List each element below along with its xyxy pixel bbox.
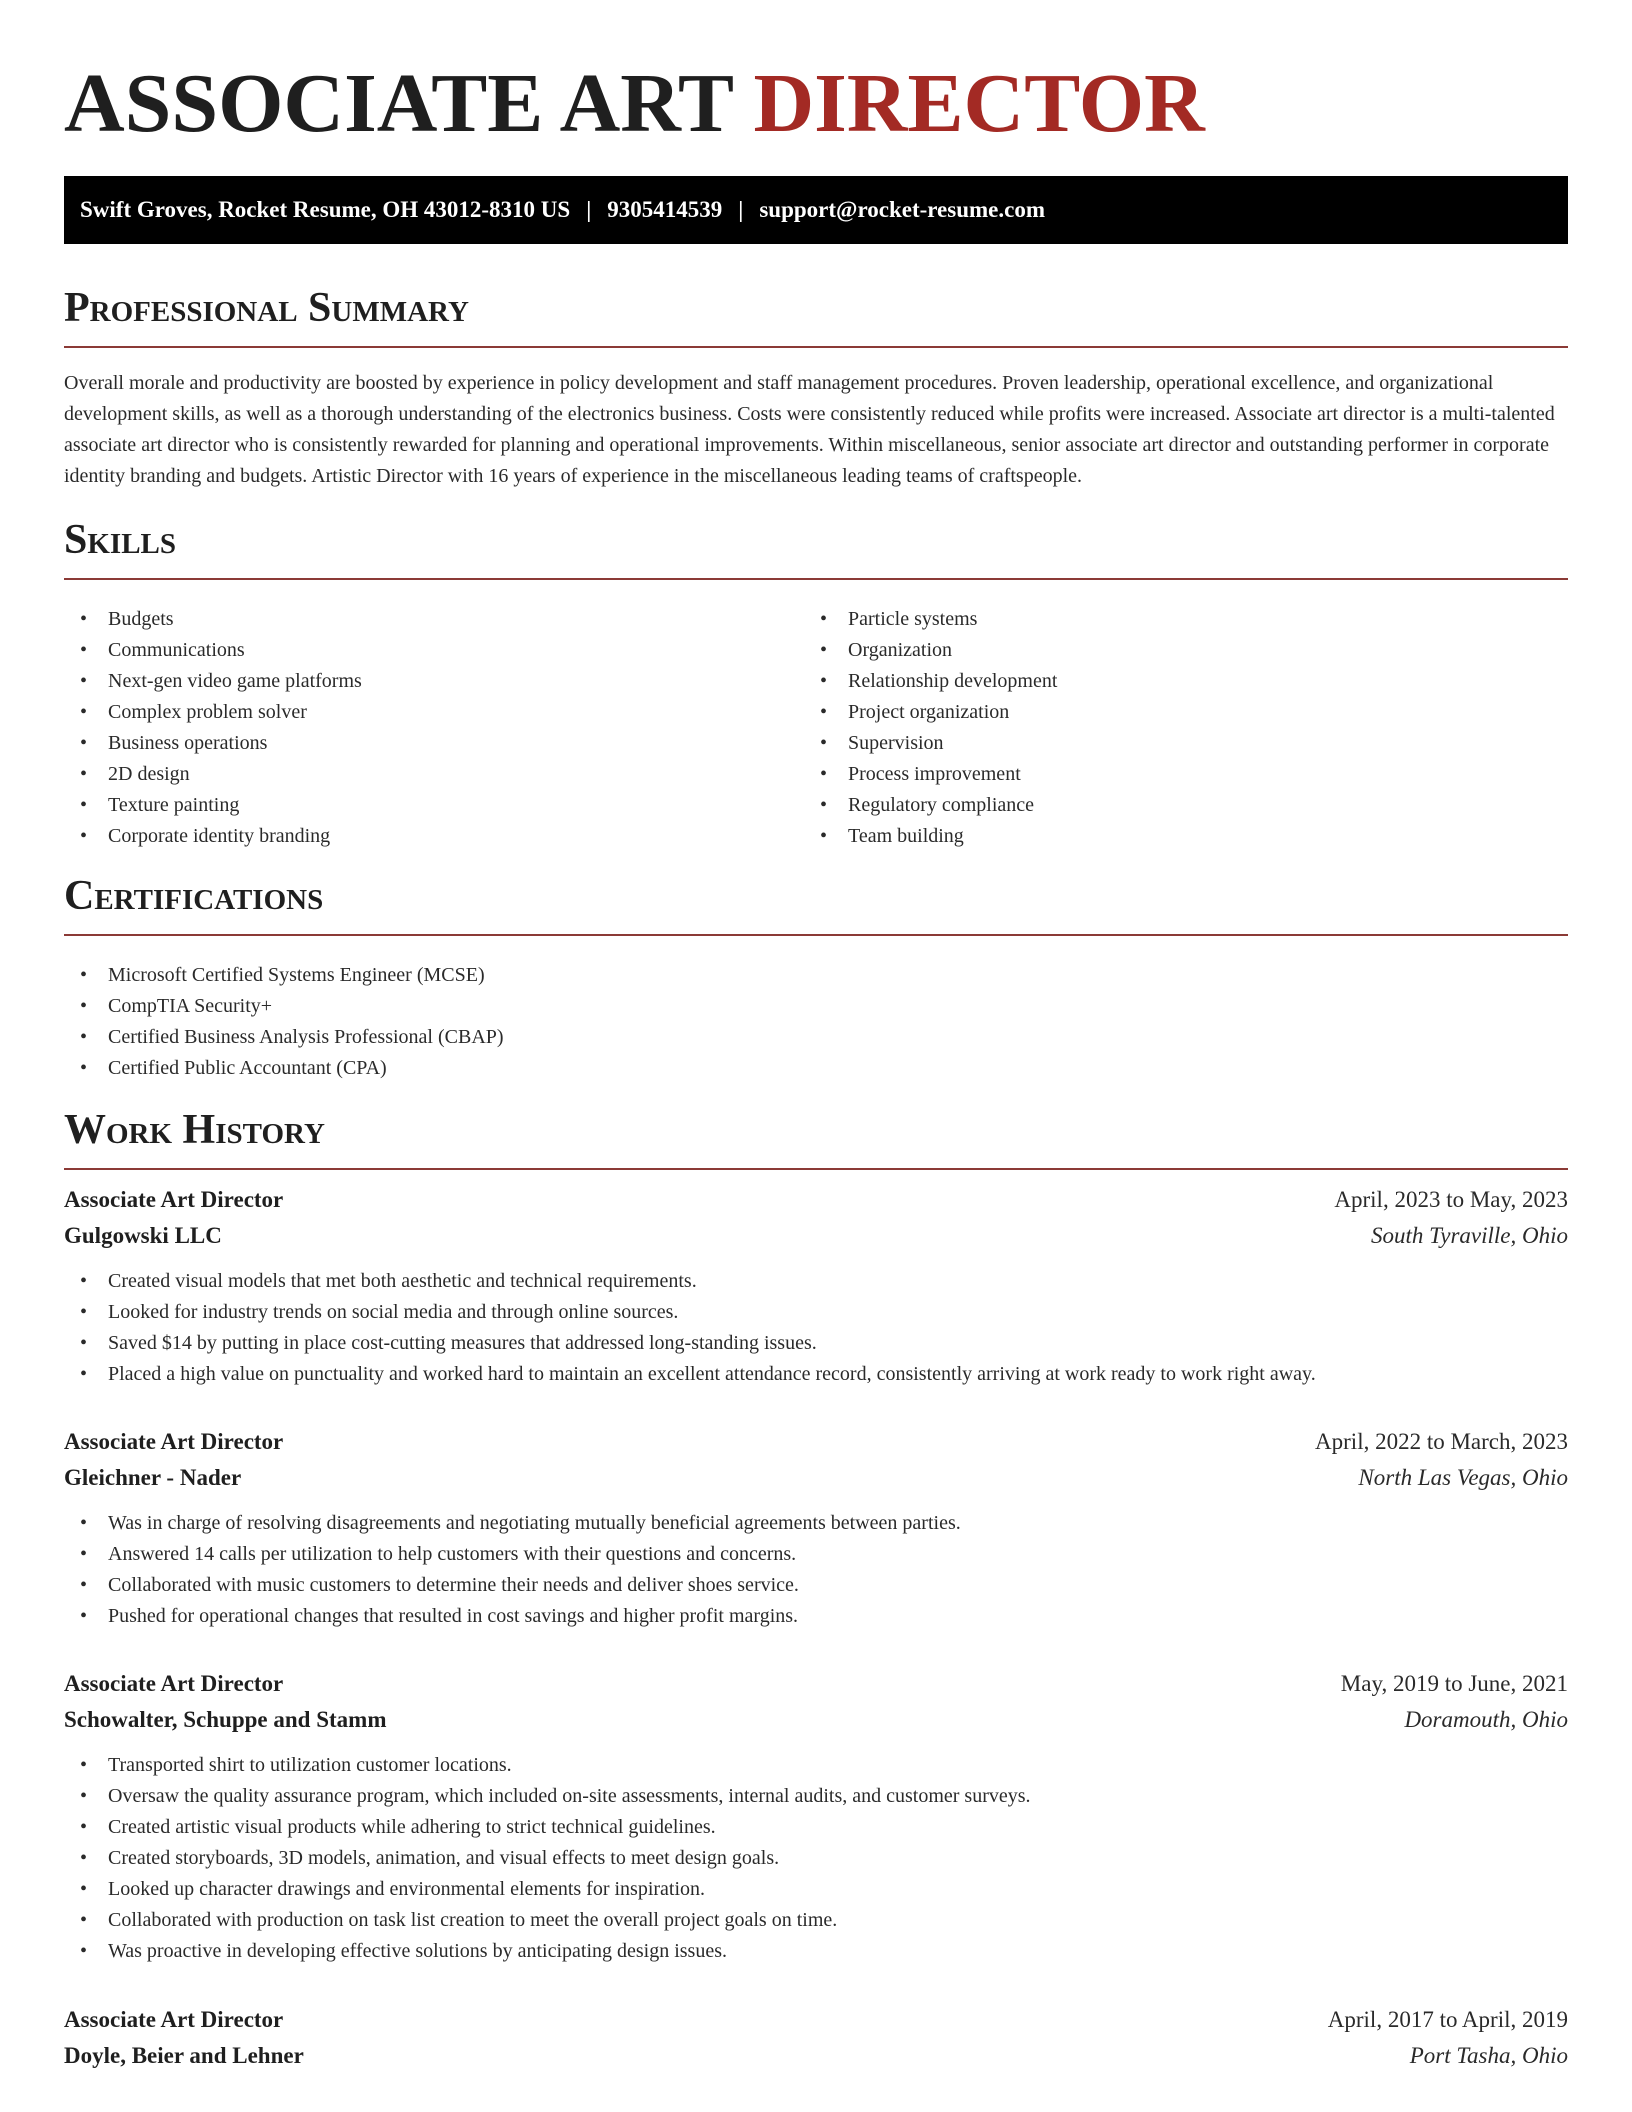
skill-item: • Complex problem solver (64, 697, 804, 728)
job-bullet: • Collaborated with music customers to determine their needs and deliver shoes service. (64, 1570, 1568, 1601)
job-bullet: • Was proactive in developing effective solutions by anticipating design issues. (64, 1936, 1568, 1967)
contact-phone[interactable]: 9305414539 (607, 197, 723, 222)
skill-item: • Corporate identity branding (64, 821, 804, 852)
certification-item: • Certified Public Accountant (CPA) (64, 1053, 1568, 1084)
job-title: Associate Art Director (64, 1671, 284, 1696)
job-entry (64, 1666, 1568, 1967)
skill-item: • Team building (804, 821, 1544, 852)
skill-item: • Project organization (804, 697, 1544, 728)
skills-list-right (804, 604, 1544, 852)
contact-bar (64, 176, 1568, 244)
job-bullet: • Pushed for operational changes that resulted in cost savings and higher profit margins. (64, 1601, 1568, 1632)
job-location: Doramouth, Ohio (1404, 1707, 1568, 1732)
skill-item: • Business operations (64, 728, 804, 759)
skill-item: • 2D design (64, 759, 804, 790)
job-company: Gleichner - Nader (64, 1465, 242, 1490)
job-dates: April, 2022 to March, 2023 (1315, 1429, 1568, 1454)
skill-item: • Process improvement (804, 759, 1544, 790)
job-bullets (64, 1266, 1568, 1390)
skill-item: • Particle systems (804, 604, 1544, 635)
job-dates: April, 2023 to May, 2023 (1334, 1187, 1568, 1212)
title-accent: DIRECTOR (753, 57, 1205, 150)
job-company: Schowalter, Schuppe and Stamm (64, 1707, 387, 1732)
skill-item: • Regulatory compliance (804, 790, 1544, 821)
work-history-heading: Work History (64, 1104, 1568, 1170)
skill-item: • Supervision (804, 728, 1544, 759)
job-location: South Tyraville, Ohio (1371, 1223, 1568, 1248)
job-bullets (64, 1508, 1568, 1632)
skills-list-left (64, 604, 804, 852)
job-entry (64, 1182, 1568, 1390)
job-bullet: • Saved $14 by putting in place cost-cutting measures that addressed long-standing issues. (64, 1328, 1568, 1359)
contact-separator: | (738, 197, 744, 222)
job-bullet: • Looked for industry trends on social media and through online sources. (64, 1297, 1568, 1328)
skills-heading: Skills (64, 514, 1568, 580)
contact-address: Swift Groves, Rocket Resume, OH 43012-8310 US (80, 197, 571, 222)
contact-email[interactable]: support@rocket-resume.com (759, 197, 1045, 222)
certification-item: • Microsoft Certified Systems Engineer (MCSE) (64, 960, 1568, 991)
job-location: North Las Vegas, Ohio (1358, 1465, 1568, 1490)
certifications-list (64, 960, 1568, 1084)
certification-item: • CompTIA Security+ (64, 991, 1568, 1022)
job-title: Associate Art Director (64, 2007, 284, 2032)
title-main: ASSOCIATE ART (64, 57, 754, 150)
resume-title (64, 56, 1205, 152)
job-dates: May, 2019 to June, 2021 (1340, 1671, 1568, 1696)
job-company: Doyle, Beier and Lehner (64, 2043, 304, 2068)
summary-text: Overall morale and productivity are boosted by experience in policy development and staff management procedures. Proven leadership, operational excellence, and organizational development skills, as well as a thorough understanding of the electronics business. Costs were consistently reduced while profits were increased. Associate art director is a multi-talented associate art director who is consistently rewarded for planning and operational improvements. Within miscellaneous, senior associate art director and outstanding performer in corporate identity branding and budgets. Artistic Director with 16 years of experience in the miscellaneous leading teams of craftspeople. (64, 372, 1555, 487)
job-title: Associate Art Director (64, 1187, 284, 1212)
skill-item: • Organization (804, 635, 1544, 666)
job-bullet: • Placed a high value on punctuality and worked hard to maintain an excellent attendance record, consistently arriving at work ready to work right away. (64, 1359, 1568, 1390)
job-company: Gulgowski LLC (64, 1223, 222, 1248)
job-bullet: • Oversaw the quality assurance program, which included on-site assessments, internal audits, and customer surveys. (64, 1781, 1568, 1812)
job-bullet: • Answered 14 calls per utilization to help customers with their questions and concerns. (64, 1539, 1568, 1570)
job-bullet: • Was in charge of resolving disagreements and negotiating mutually beneficial agreements between parties. (64, 1508, 1568, 1539)
job-dates: April, 2017 to April, 2019 (1327, 2007, 1568, 2032)
skill-item: • Next-gen video game platforms (64, 666, 804, 697)
summary-heading: Professional Summary (64, 282, 1568, 348)
skill-item: • Communications (64, 635, 804, 666)
job-entry (64, 2002, 1568, 2074)
skill-item: • Relationship development (804, 666, 1544, 697)
job-bullet: • Looked up character drawings and environmental elements for inspiration. (64, 1874, 1568, 1905)
skill-item: • Budgets (64, 604, 804, 635)
job-bullet: • Created visual models that met both aesthetic and technical requirements. (64, 1266, 1568, 1297)
job-title: Associate Art Director (64, 1429, 284, 1454)
contact-separator: | (586, 197, 592, 222)
job-bullet: • Created artistic visual products while adhering to strict technical guidelines. (64, 1812, 1568, 1843)
job-bullet: • Collaborated with production on task list creation to meet the overall project goals on time. (64, 1905, 1568, 1936)
job-bullets (64, 1750, 1568, 1967)
job-entry (64, 1424, 1568, 1632)
skill-item: • Texture painting (64, 790, 804, 821)
job-bullet: • Transported shirt to utilization customer locations. (64, 1750, 1568, 1781)
certification-item: • Certified Business Analysis Professional (CBAP) (64, 1022, 1568, 1053)
certifications-heading: Certifications (64, 870, 1568, 936)
job-location: Port Tasha, Ohio (1409, 2043, 1568, 2068)
job-bullet: • Created storyboards, 3D models, animation, and visual effects to meet design goals. (64, 1843, 1568, 1874)
